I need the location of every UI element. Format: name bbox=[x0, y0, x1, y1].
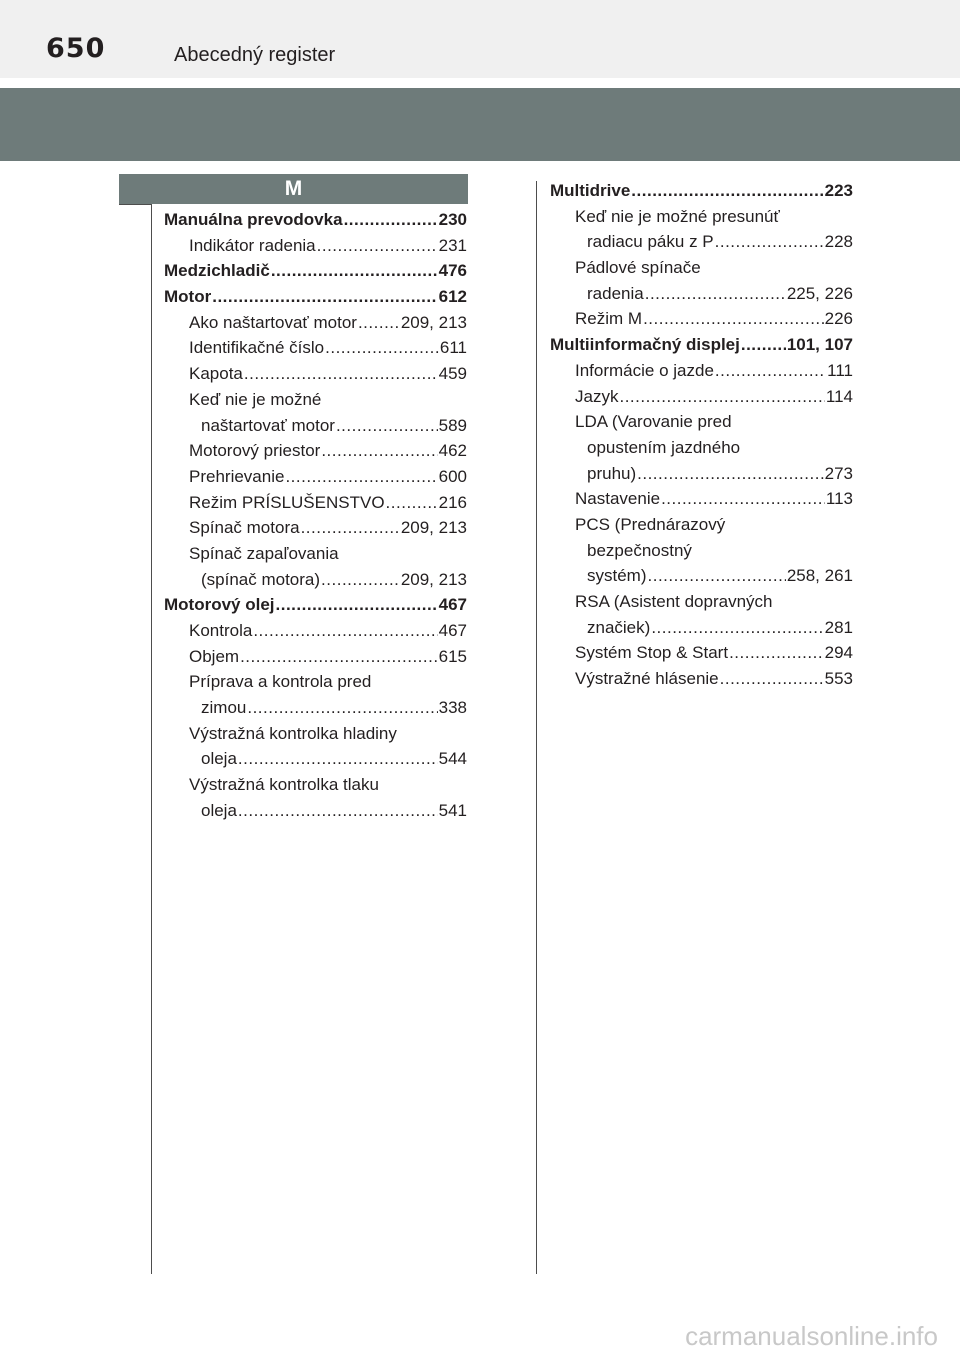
index-page-ref: 467 bbox=[438, 621, 467, 640]
dot-leader bbox=[651, 615, 823, 641]
index-term: opustením jazdného bbox=[587, 437, 741, 457]
index-term: Motorový olej bbox=[164, 595, 275, 615]
index-term: Multidrive bbox=[550, 181, 631, 200]
index-entry bbox=[164, 464, 467, 490]
index-page-ref: 230 bbox=[438, 210, 467, 229]
dot-leader bbox=[238, 798, 438, 824]
index-entry bbox=[164, 387, 467, 413]
dot-leader bbox=[741, 332, 786, 358]
index-entry bbox=[164, 618, 467, 644]
index-page-ref: 113 bbox=[825, 489, 853, 509]
index-entry bbox=[550, 229, 853, 255]
dot-leader bbox=[271, 258, 438, 284]
dot-leader bbox=[386, 490, 438, 516]
index-term: Ako naštartovať motor bbox=[189, 312, 357, 332]
index-term: Kontrola bbox=[189, 621, 253, 640]
index-term: Prehrievanie bbox=[189, 466, 285, 486]
index-term: Motor bbox=[164, 287, 212, 307]
index-entry bbox=[164, 567, 467, 593]
dot-leader bbox=[244, 361, 438, 387]
index-page-ref: 209, 213 bbox=[400, 569, 467, 589]
index-entry bbox=[550, 358, 853, 384]
index-entry bbox=[550, 486, 853, 512]
dot-leader bbox=[240, 644, 438, 670]
index-term: bezpečnostný bbox=[587, 540, 692, 560]
index-entry bbox=[550, 538, 853, 564]
dot-leader bbox=[619, 384, 824, 410]
index-page-ref: 589 bbox=[438, 415, 467, 435]
index-entry bbox=[550, 281, 853, 307]
dot-leader bbox=[317, 233, 438, 259]
index-page-ref: 611 bbox=[439, 338, 467, 358]
dot-leader bbox=[212, 284, 437, 310]
index-term: PCS (Prednárazový bbox=[575, 514, 726, 534]
index-term: systém) bbox=[587, 566, 647, 586]
index-page-ref: 273 bbox=[824, 463, 853, 483]
index-page-ref: 226 bbox=[824, 309, 853, 329]
index-column-right bbox=[550, 178, 853, 692]
index-term: Výstražné hlásenie bbox=[575, 669, 719, 689]
index-term: pruhu) bbox=[587, 463, 637, 483]
dot-leader bbox=[648, 563, 786, 589]
index-page-ref: 459 bbox=[438, 364, 467, 384]
dot-leader bbox=[631, 178, 823, 204]
index-entry bbox=[550, 563, 853, 589]
index-page-ref: 281 bbox=[824, 617, 853, 637]
index-entry bbox=[164, 361, 467, 387]
index-page-ref: 541 bbox=[438, 800, 467, 820]
index-entry bbox=[550, 409, 853, 435]
index-term: Multiinformačný displej bbox=[550, 335, 740, 355]
index-entry bbox=[550, 589, 853, 615]
section-letter-tab: M bbox=[119, 174, 468, 204]
index-page-ref: 101, 107 bbox=[786, 335, 853, 355]
dot-leader bbox=[247, 695, 437, 721]
dot-leader bbox=[321, 438, 437, 464]
index-entry bbox=[164, 746, 467, 772]
index-entry bbox=[164, 310, 467, 336]
index-entry bbox=[550, 435, 853, 461]
index-entry bbox=[164, 541, 467, 567]
index-entry bbox=[550, 640, 853, 666]
index-term: Príprava a kontrola pred bbox=[189, 672, 372, 692]
index-term: Režim M bbox=[575, 309, 643, 329]
index-term: Nastavenie bbox=[575, 489, 661, 509]
dot-leader bbox=[729, 640, 824, 666]
index-term: Keď nie je možné presunúť bbox=[575, 206, 780, 226]
index-term: Pádlové spínače bbox=[575, 258, 701, 278]
index-page-ref: 612 bbox=[438, 287, 467, 307]
index-entry bbox=[550, 512, 853, 538]
index-page-ref: 338 bbox=[438, 698, 467, 718]
index-entry bbox=[164, 207, 467, 233]
index-term: zimou bbox=[201, 698, 247, 718]
index-term: RSA (Asistent dopravných bbox=[575, 592, 773, 611]
index-entry bbox=[164, 284, 467, 310]
index-entry bbox=[164, 515, 467, 541]
dot-leader bbox=[715, 229, 824, 255]
index-term: Indikátor radenia bbox=[189, 235, 316, 255]
index-entry bbox=[164, 798, 467, 824]
index-page-ref: 231 bbox=[438, 235, 467, 255]
index-page-ref: 544 bbox=[438, 749, 467, 769]
index-entry bbox=[550, 178, 853, 204]
dot-leader bbox=[637, 461, 823, 487]
index-entry bbox=[550, 461, 853, 487]
index-term: Jazyk bbox=[575, 386, 619, 406]
left-column-rule bbox=[151, 204, 152, 1274]
footer-watermark: carmanualsonline.info bbox=[685, 1321, 938, 1351]
index-page-ref: 209, 213 bbox=[400, 312, 467, 332]
index-entry bbox=[550, 255, 853, 281]
index-entry bbox=[550, 384, 853, 410]
header-banner bbox=[0, 88, 960, 161]
index-entry bbox=[550, 615, 853, 641]
index-entry bbox=[164, 233, 467, 259]
index-page-ref: 258, 261 bbox=[786, 566, 853, 586]
index-entry bbox=[550, 204, 853, 230]
index-entry bbox=[164, 490, 467, 516]
running-title: Abecedný register bbox=[174, 44, 336, 66]
index-term: značiek) bbox=[587, 617, 651, 637]
index-term: Režim PRÍSLUŠENSTVO bbox=[189, 492, 385, 512]
index-term: Medzichladič bbox=[164, 261, 270, 281]
index-term: radiacu páku z P bbox=[587, 232, 714, 252]
index-term: Spínač zapaľovania bbox=[189, 543, 339, 563]
index-entry bbox=[164, 721, 467, 747]
index-term: Identifikačné číslo bbox=[189, 338, 325, 358]
index-entry bbox=[164, 413, 467, 439]
index-page-ref: 223 bbox=[824, 181, 853, 200]
index-term: Keď nie je možné bbox=[189, 389, 322, 409]
index-entry bbox=[164, 695, 467, 721]
index-term: oleja bbox=[201, 800, 237, 820]
dot-leader bbox=[643, 306, 824, 332]
index-page-ref: 553 bbox=[824, 669, 853, 689]
index-term: Výstražná kontrolka tlaku bbox=[189, 775, 379, 795]
index-term: naštartovať motor bbox=[201, 415, 335, 435]
index-term: Objem bbox=[189, 646, 240, 666]
index-entry bbox=[164, 592, 467, 618]
index-term: Systém Stop & Start bbox=[575, 643, 729, 663]
index-page-ref: 467 bbox=[438, 595, 467, 615]
index-entry bbox=[550, 332, 853, 358]
index-page-ref: 225, 226 bbox=[786, 283, 853, 303]
index-entry bbox=[164, 258, 467, 284]
dot-leader bbox=[336, 413, 438, 439]
middle-column-rule bbox=[536, 181, 537, 1274]
index-page-ref: 294 bbox=[824, 643, 853, 663]
index-term: Kapota bbox=[189, 364, 243, 384]
dot-leader bbox=[276, 592, 438, 618]
index-term: LDA (Varovanie pred bbox=[575, 412, 732, 432]
dot-leader bbox=[321, 567, 400, 593]
page-number: 650 bbox=[46, 33, 106, 64]
dot-leader bbox=[238, 746, 438, 772]
index-term: Motorový priestor bbox=[189, 441, 321, 461]
index-entry bbox=[164, 644, 467, 670]
index-term: oleja bbox=[201, 749, 237, 769]
dot-leader bbox=[325, 335, 439, 361]
dot-leader bbox=[285, 464, 437, 490]
index-term: (spínač motora) bbox=[201, 569, 321, 589]
index-entry bbox=[550, 306, 853, 332]
dot-leader bbox=[301, 515, 400, 541]
index-term: Výstražná kontrolka hladiny bbox=[189, 723, 397, 743]
index-entry bbox=[164, 438, 467, 464]
index-entry bbox=[164, 335, 467, 361]
dot-leader bbox=[253, 618, 437, 644]
dot-leader bbox=[358, 310, 400, 336]
dot-leader bbox=[344, 207, 438, 233]
index-page-ref: 209, 213 bbox=[400, 518, 467, 538]
index-page-ref: 615 bbox=[438, 646, 467, 666]
index-term: Informácie o jazde bbox=[575, 360, 714, 380]
index-page-ref: 111 bbox=[827, 360, 853, 380]
header-strip bbox=[0, 0, 960, 78]
index-entry bbox=[164, 772, 467, 798]
index-page-ref: 228 bbox=[824, 232, 853, 252]
index-page-ref: 114 bbox=[825, 386, 853, 406]
dot-leader bbox=[645, 281, 786, 307]
index-term: Manuálna prevodovka bbox=[164, 210, 343, 229]
index-entry bbox=[164, 669, 467, 695]
index-term: Spínač motora bbox=[189, 518, 300, 538]
dot-leader bbox=[661, 486, 825, 512]
index-page-ref: 462 bbox=[438, 441, 467, 461]
tab-rule bbox=[119, 204, 151, 205]
index-entry bbox=[550, 666, 853, 692]
index-term: radenia bbox=[587, 283, 644, 303]
index-page-ref: 476 bbox=[438, 261, 467, 281]
dot-leader bbox=[715, 358, 826, 384]
index-column-left bbox=[164, 207, 467, 824]
dot-leader bbox=[720, 666, 824, 692]
index-page-ref: 216 bbox=[438, 492, 467, 512]
index-page-ref: 600 bbox=[438, 466, 467, 486]
